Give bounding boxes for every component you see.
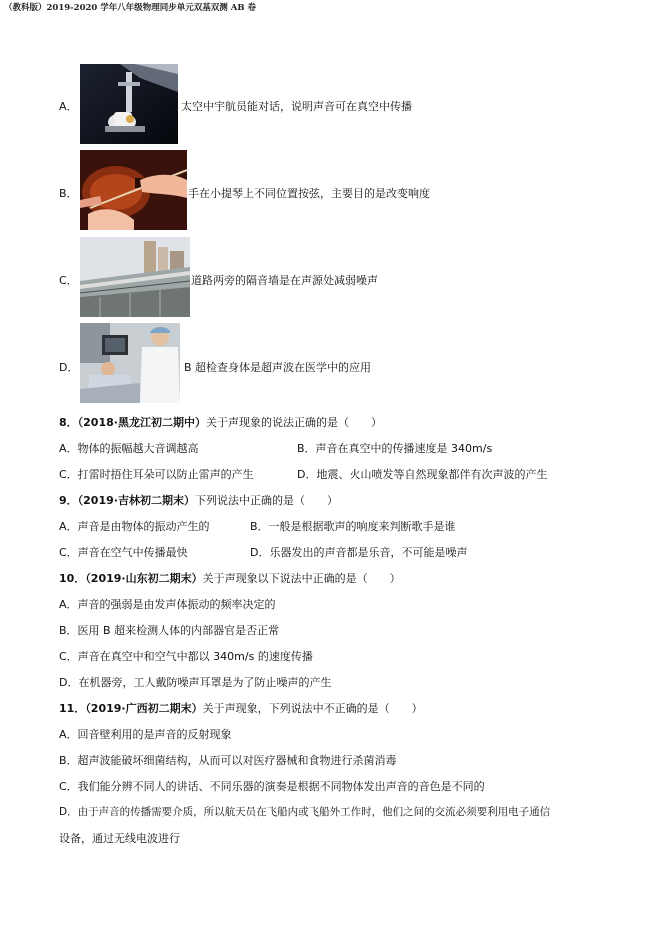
option-b-text: 手在小提琴上不同位置按弦，主要目的是改变响度 (188, 187, 430, 200)
page-header: （教科版）2019-2020 学年八年级物理同步单元双基双测 AB 卷 (4, 3, 257, 13)
question-9-stem: 下列说法中正确的是（ ） (194, 494, 338, 507)
question-9-option-b: B．一般是根据歌声的响度来判断歌手是谁 (250, 520, 456, 533)
question-9-title (59, 492, 338, 508)
question-10-number: 10． (59, 572, 86, 585)
question-8-stem: 关于声现象的说法正确的是（ ） (205, 416, 382, 429)
astronaut-in-space-image (80, 64, 178, 144)
question-11-stem: 关于声现象，下列说法中不正确的是（ ） (202, 702, 423, 715)
option-c-letter: C． (59, 274, 78, 287)
question-11-option-d-continued: 设备，通过无线电波进行 (59, 832, 180, 845)
question-11-number: 11． (59, 702, 86, 715)
question-11-title (59, 700, 423, 716)
option-a-letter: A． (59, 100, 78, 113)
question-8-option-b: B．声音在真空中的传播速度是 340m/s (297, 442, 493, 455)
question-9-option-c: C．声音在空气中传播最快 (59, 546, 188, 559)
question-10-option-a: A．声音的强弱是由发声体振动的频率决定的 (59, 598, 276, 611)
option-b-letter: B． (59, 187, 78, 200)
option-a-text: 太空中宇航员能对话，说明声音可在真空中传播 (181, 100, 412, 113)
question-8-number: 8． (59, 416, 78, 429)
question-10-source: （2019·山东初二期末） (85, 572, 203, 585)
option-d-text: B 超检查身体是超声波在医学中的应用 (184, 361, 372, 374)
question-10-option-d: D．在机器旁，工人戴防噪声耳罩是为了防止噪声的产生 (59, 676, 332, 689)
question-8-title (59, 414, 382, 430)
ultrasound-exam-image (80, 323, 180, 403)
question-11-option-c: C．我们能分辨不同人的讲话、不同乐器的演奏是根据不同物体发出声音的音色是不同的 (59, 780, 485, 793)
question-9-option-d: D．乐器发出的声音都是乐音，不可能是噪声 (250, 546, 468, 559)
question-9-source: （2019·吉林初二期末） (77, 494, 195, 507)
question-10-title (59, 570, 401, 586)
question-11-option-b: B．超声波能破坏细菌结构，从而可以对医疗器械和食物进行杀菌消毒 (59, 754, 397, 767)
question-8-option-a: A．物体的振幅越大音调越高 (59, 442, 199, 455)
question-11-source: （2019·广西初二期末） (85, 702, 203, 715)
question-8-option-d: D．地震、火山喷发等自然现象都伴有次声波的产生 (297, 468, 548, 481)
question-11-option-a: A．回音壁利用的是声音的反射现象 (59, 728, 232, 741)
question-9-number: 9． (59, 494, 78, 507)
question-8-source: （2018·黑龙江初二期中） (77, 416, 206, 429)
question-10-option-b: B．医用 B 超来检测人体的内部器官是否正常 (59, 624, 280, 637)
question-10-stem: 关于声现象以下说法中正确的是（ ） (202, 572, 401, 585)
question-11-option-d: D．由于声音的传播需要介质，所以航天员在飞船内或飞船外工作时，他们之间的交流必须要利用电子通信 (59, 806, 551, 818)
sound-barrier-wall-image (80, 237, 190, 317)
option-c-text: 道路两旁的隔音墙是在声源处减弱噪声 (191, 274, 378, 287)
question-10-option-c: C．声音在真空中和空气中都以 340m/s 的速度传播 (59, 650, 313, 663)
question-8-option-c: C．打雷时捂住耳朵可以防止雷声的产生 (59, 468, 254, 481)
violin-playing-image (80, 150, 187, 230)
question-9-option-a: A．声音是由物体的振动产生的 (59, 520, 210, 533)
option-d-letter: D． (59, 361, 79, 374)
